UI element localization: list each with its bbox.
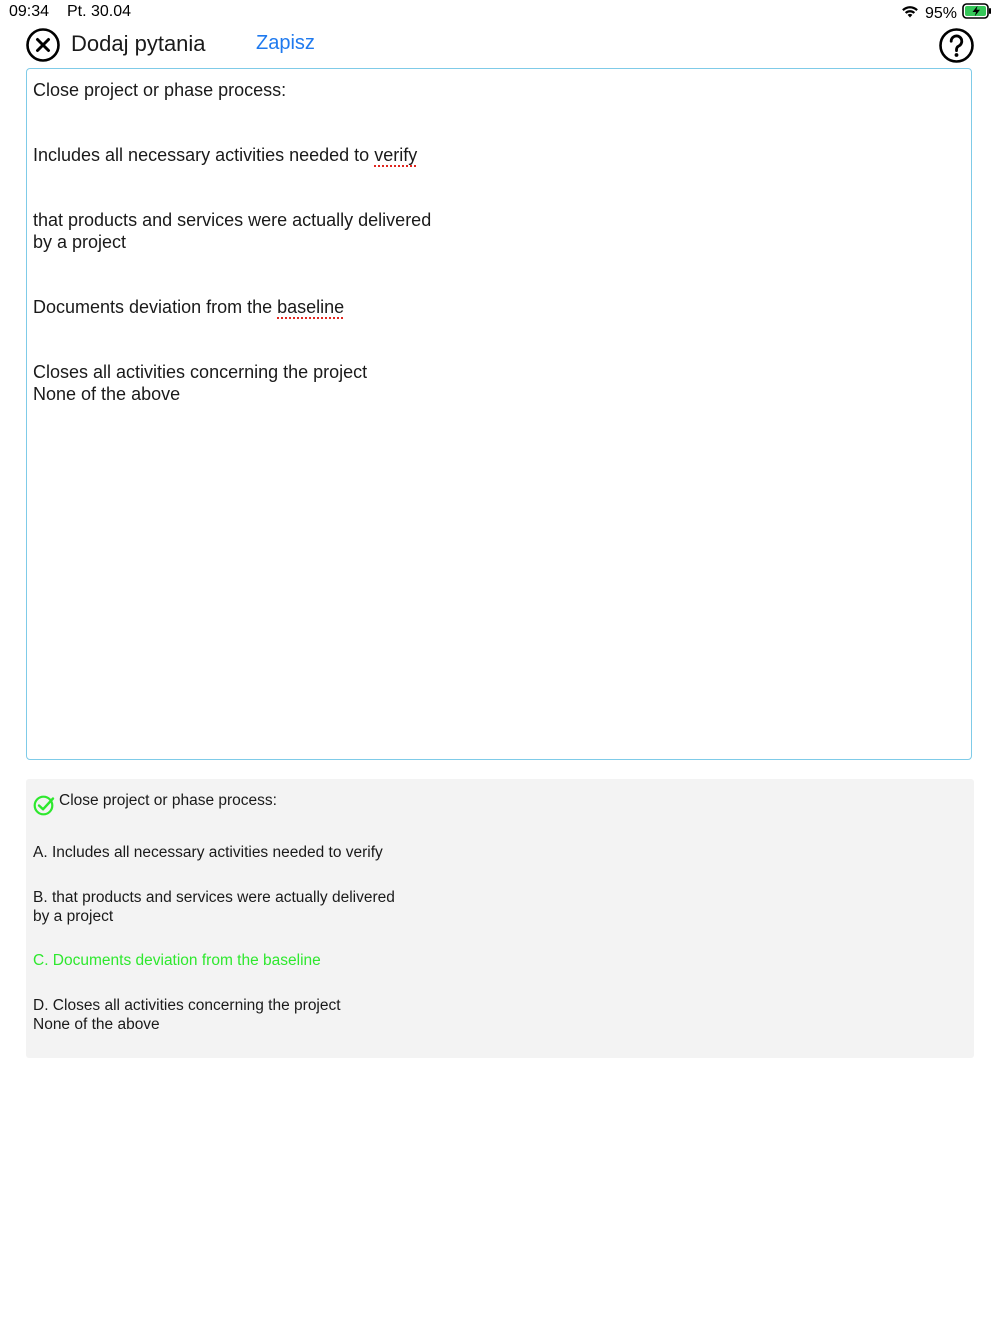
- question-editor[interactable]: [26, 68, 972, 760]
- page-title: Dodaj pytania: [71, 31, 206, 56]
- editor-question-line: Close project or phase process:: [33, 80, 287, 100]
- spellcheck-word[interactable]: verify: [374, 145, 418, 165]
- preview-option-b: B. that products and services were actually delivered by a project: [33, 889, 395, 925]
- preview-question: [33, 792, 277, 816]
- battery-charging-icon: [962, 3, 992, 24]
- editor-option-line: that products and services were actually delivered by a project: [33, 210, 432, 252]
- editor-option-line: [33, 296, 953, 318]
- close-icon: [25, 27, 61, 63]
- help-button[interactable]: [938, 27, 975, 64]
- status-date: Pt. 30.04: [67, 3, 132, 20]
- status-bar: [0, 0, 1000, 26]
- preview-option-d: D. Closes all activities concerning the project None of the above: [33, 997, 341, 1033]
- spellcheck-word[interactable]: baseline: [277, 297, 345, 317]
- status-time: 09:34: [9, 3, 50, 20]
- preview-question-text: Close project or phase process:: [59, 792, 277, 809]
- question-preview: [26, 779, 974, 1058]
- status-right: [900, 3, 992, 24]
- nav-bar: [0, 26, 1000, 64]
- editor-option-line: [33, 144, 953, 166]
- editor-option-line: Closes all activities concerning the project None of the above: [33, 362, 368, 404]
- editor-option-text: Documents deviation from the: [33, 297, 278, 317]
- battery-percent: 95%: [924, 4, 957, 22]
- editor-option-text: Includes all necessary activities needed to: [33, 145, 375, 165]
- wifi-icon: [900, 3, 920, 24]
- save-button[interactable]: Zapisz: [256, 32, 315, 54]
- editor-content[interactable]: [33, 79, 953, 405]
- help-icon: [938, 27, 975, 64]
- preview-option-c: C. Documents deviation from the baseline: [33, 952, 321, 969]
- check-circle-icon: [33, 794, 55, 816]
- close-button[interactable]: [25, 27, 61, 63]
- preview-option-a: A. Includes all necessary activities needed to verify: [33, 844, 383, 861]
